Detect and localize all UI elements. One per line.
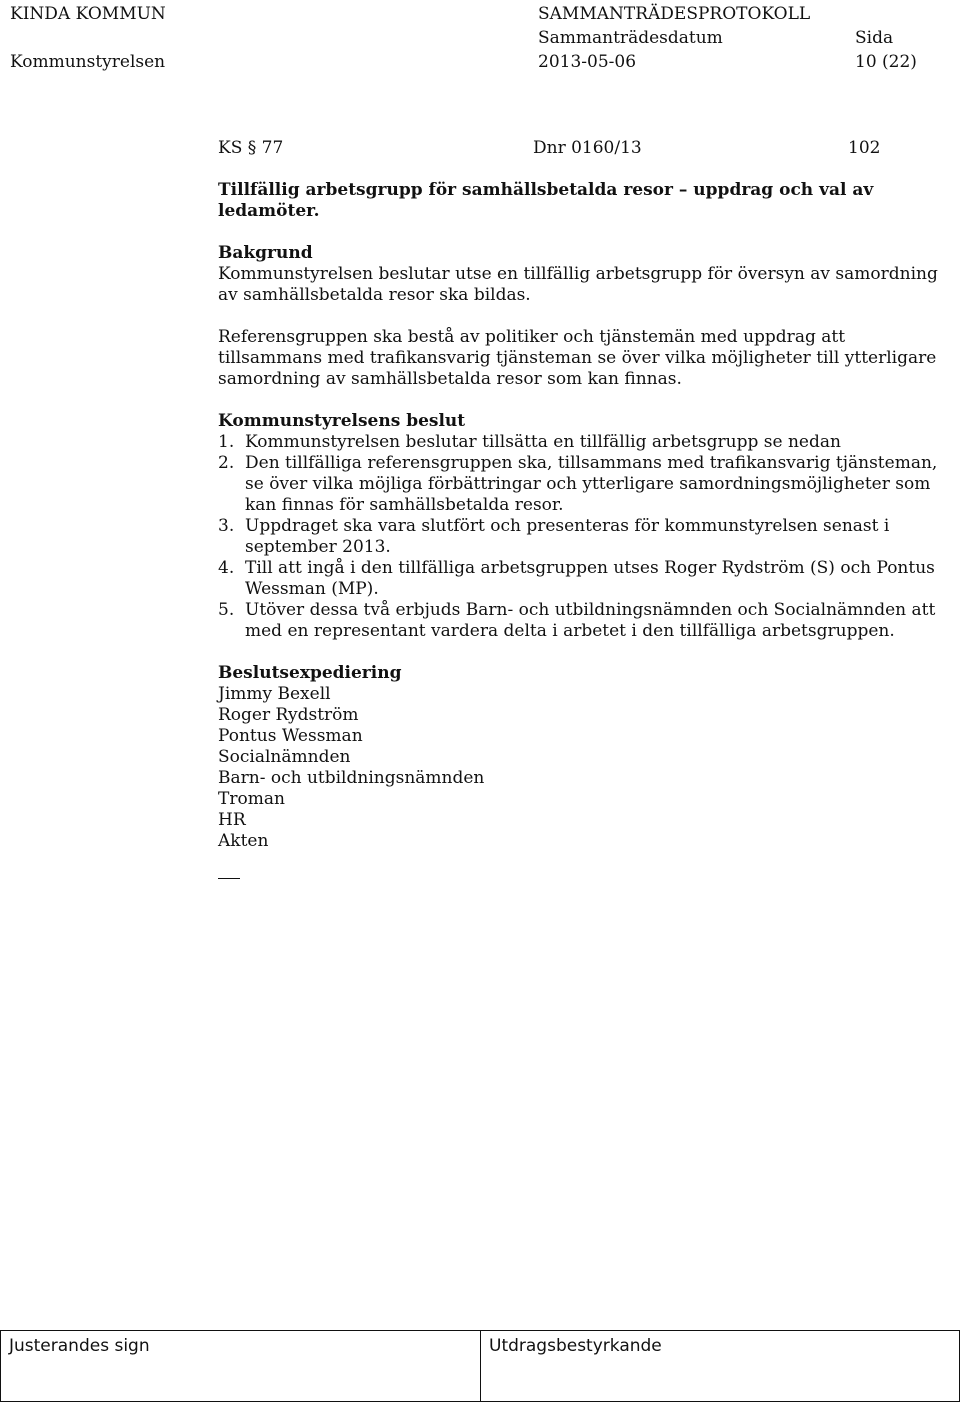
header-date-value: 2013-05-06 <box>538 52 637 72</box>
signature-label-adjusters: Justerandes sign <box>9 1336 150 1356</box>
signature-box-adjusters[interactable] <box>1 1331 481 1401</box>
decision-item-number: 5. <box>218 600 235 620</box>
distribution-recipient: Barn- och utbildningsnämnden <box>218 768 485 788</box>
case-ref: KS § 77 <box>218 138 284 158</box>
background-paragraph-1: Kommunstyrelsen beslutar utse en tillfällig arbetsgrupp för översyn av samordning av samhällsbetalda resor ska bildas. <box>218 264 938 305</box>
case-title: Tillfällig arbetsgrupp för samhällsbetalda resor – uppdrag och val av ledamöter. <box>218 180 874 221</box>
distribution-list <box>218 684 948 852</box>
signature-footer <box>0 1330 960 1402</box>
case-dnr: Dnr 0160/13 <box>533 138 642 158</box>
header-page-value: 10 (22) <box>855 52 917 72</box>
signature-label-certification: Utdragsbestyrkande <box>489 1336 662 1356</box>
distribution-recipient: Jimmy Bexell <box>218 684 331 704</box>
distribution-heading: Beslutsexpediering <box>218 663 402 683</box>
protocol-section <box>218 138 948 879</box>
distribution-recipient: HR <box>218 810 246 830</box>
header-doc-type: SAMMANTRÄDESPROTOKOLL <box>538 4 811 24</box>
background-paragraph-2: Referensgruppen ska bestå av politiker och tjänstemän med uppdrag att tillsammans med trafikansvarig tjänsteman se över vilka möjligheter till ytterligare samordning av samhällsbetalda resor som kan finnas. <box>218 327 937 389</box>
decision-item <box>218 453 948 516</box>
signature-box-certification[interactable] <box>481 1331 959 1401</box>
end-rule <box>218 878 240 879</box>
header-page-label: Sida <box>855 28 894 48</box>
decision-item-number: 3. <box>218 516 235 536</box>
decision-item-number: 1. <box>218 432 235 452</box>
decision-item-text: Den tillfälliga referensgruppen ska, tillsammans med trafikansvarig tjänsteman, se över vilka möjliga förbättringar och ytterligare samordningsmöjligheter som kan finnas för samhällsbetalda resor. <box>245 453 938 515</box>
decision-item <box>218 558 948 600</box>
decision-item-text: Utöver dessa två erbjuds Barn- och utbildningsnämnden och Socialnämnden att med en representant vardera delta i arbetet i den tillfälliga arbetsgruppen. <box>245 600 936 641</box>
decision-item <box>218 432 948 453</box>
header-org: KINDA KOMMUN <box>10 4 166 24</box>
case-reference-line <box>218 138 948 160</box>
decision-item <box>218 516 948 558</box>
distribution-recipient: Socialnämnden <box>218 747 351 767</box>
distribution-recipient: Troman <box>218 789 285 809</box>
decision-item-text: Uppdraget ska vara slutfört och presenteras för kommunstyrelsen senast i september 2013. <box>245 516 890 557</box>
decision-item-text: Kommunstyrelsen beslutar tillsätta en tillfällig arbetsgrupp se nedan <box>245 432 841 452</box>
distribution-recipient: Akten <box>218 831 269 851</box>
decision-list <box>218 432 948 642</box>
case-number: 102 <box>848 138 881 158</box>
header-date-label: Sammanträdesdatum <box>538 28 723 48</box>
background-heading: Bakgrund <box>218 243 313 263</box>
decision-item-text: Till att ingå i den tillfälliga arbetsgruppen utses Roger Rydström (S) och Pontus Wessman (MP). <box>245 558 935 599</box>
header-body-name: Kommunstyrelsen <box>10 52 166 72</box>
decision-heading: Kommunstyrelsens beslut <box>218 411 466 431</box>
decision-item-number: 4. <box>218 558 235 578</box>
distribution-recipient: Roger Rydström <box>218 705 359 725</box>
decision-item-number: 2. <box>218 453 235 473</box>
distribution-recipient: Pontus Wessman <box>218 726 363 746</box>
decision-item <box>218 600 948 642</box>
